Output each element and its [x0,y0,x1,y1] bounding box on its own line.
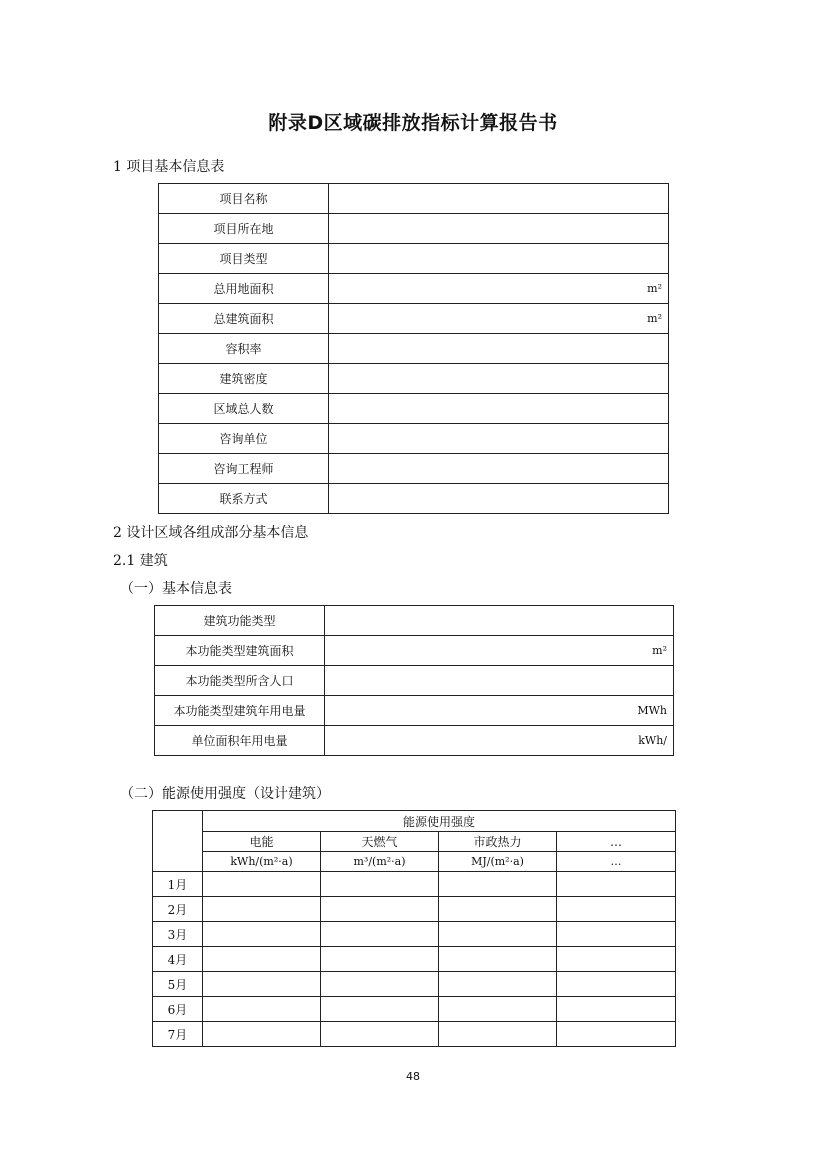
data-cell [203,1022,321,1047]
table-row [153,897,676,922]
month-label: 5月 [153,972,203,997]
column-unit: kWh/(m²·a) [203,852,321,872]
row-value-cell [329,424,669,454]
table-row [155,636,674,666]
group-header: 能源使用强度 [203,811,676,832]
table-row [159,364,669,394]
data-cell [321,947,439,972]
row-value-cell [325,666,674,696]
row-value-cell: m² [325,636,674,666]
table-row [159,424,669,454]
row-value-cell [325,606,674,636]
row-value-cell [329,364,669,394]
row-value-cell [329,244,669,274]
row-label: 项目名称 [159,184,329,214]
column-header: … [557,832,676,852]
subsection-energy-intensity: （二）能源使用强度（设计建筑） [120,786,330,802]
column-unit: MJ/(m²·a) [439,852,557,872]
data-cell [439,872,557,897]
section-2-heading: 2 设计区域各组成部分基本信息 [113,525,309,541]
row-label: 本功能类型建筑年用电量 [155,696,325,726]
data-cell [557,897,676,922]
table-row [153,947,676,972]
data-cell [203,947,321,972]
month-label: 2月 [153,897,203,922]
data-cell [557,922,676,947]
data-cell [321,897,439,922]
row-label: 总用地面积 [159,274,329,304]
column-unit: … [557,852,676,872]
data-cell [321,972,439,997]
row-value-cell: kWh/ [325,726,674,756]
page-number: 48 [406,1070,420,1083]
section-1-heading: 1 项目基本信息表 [113,159,225,175]
table-row [155,666,674,696]
table-row [159,334,669,364]
row-label: 建筑功能类型 [155,606,325,636]
table-row [153,922,676,947]
data-cell [321,1022,439,1047]
table-row [153,972,676,997]
data-cell [439,947,557,972]
row-label: 容积率 [159,334,329,364]
row-label: 总建筑面积 [159,304,329,334]
data-cell [321,997,439,1022]
row-value-cell: m² [329,304,669,334]
table-row [159,274,669,304]
header-row [153,832,676,852]
row-label: 区域总人数 [159,394,329,424]
data-cell [439,1022,557,1047]
table-row [159,454,669,484]
data-cell [557,972,676,997]
row-label: 咨询工程师 [159,454,329,484]
month-label: 7月 [153,1022,203,1047]
row-label: 建筑密度 [159,364,329,394]
row-label: 本功能类型所含人口 [155,666,325,696]
column-header: 市政热力 [439,832,557,852]
month-label: 3月 [153,922,203,947]
data-cell [557,997,676,1022]
table-row [153,1022,676,1047]
data-cell [557,947,676,972]
row-value-cell [329,484,669,514]
row-label: 项目类型 [159,244,329,274]
data-cell [557,1022,676,1047]
row-value-cell [329,394,669,424]
data-cell [439,997,557,1022]
table-row [159,244,669,274]
row-label: 单位面积年用电量 [155,726,325,756]
table-row [155,726,674,756]
data-cell [321,872,439,897]
subsection-basic-info: （一）基本信息表 [120,581,232,597]
table-row [159,304,669,334]
row-value-cell [329,214,669,244]
table-row [155,696,674,726]
table-row [155,606,674,636]
row-value-cell: MWh [325,696,674,726]
table-row [153,872,676,897]
row-label: 咨询单位 [159,424,329,454]
data-cell [439,972,557,997]
column-header: 电能 [203,832,321,852]
row-value-cell: m² [329,274,669,304]
page-title: 附录D区域碳排放指标计算报告书 [268,112,558,134]
table-row [159,394,669,424]
row-value-cell [329,184,669,214]
row-label: 联系方式 [159,484,329,514]
data-cell [203,897,321,922]
building-info-table [154,605,674,756]
data-cell [203,972,321,997]
energy-intensity-table [152,810,676,1047]
data-cell [203,997,321,1022]
data-cell [203,922,321,947]
row-label: 项目所在地 [159,214,329,244]
table-row [159,214,669,244]
data-cell [321,922,439,947]
unit-row [153,852,676,872]
table-row [159,184,669,214]
column-unit: m³/(m²·a) [321,852,439,872]
row-value-cell [329,454,669,484]
data-cell [203,872,321,897]
header-row [153,811,676,832]
data-cell [557,872,676,897]
data-cell [439,922,557,947]
month-label: 4月 [153,947,203,972]
row-label: 本功能类型建筑面积 [155,636,325,666]
table-row [159,484,669,514]
table-row [153,997,676,1022]
month-label: 6月 [153,997,203,1022]
corner-cell [153,811,203,872]
data-cell [439,897,557,922]
month-label: 1月 [153,872,203,897]
row-value-cell [329,334,669,364]
section-2-1-heading: 2.1 建筑 [113,553,168,569]
project-info-table [158,183,669,514]
column-header: 天燃气 [321,832,439,852]
